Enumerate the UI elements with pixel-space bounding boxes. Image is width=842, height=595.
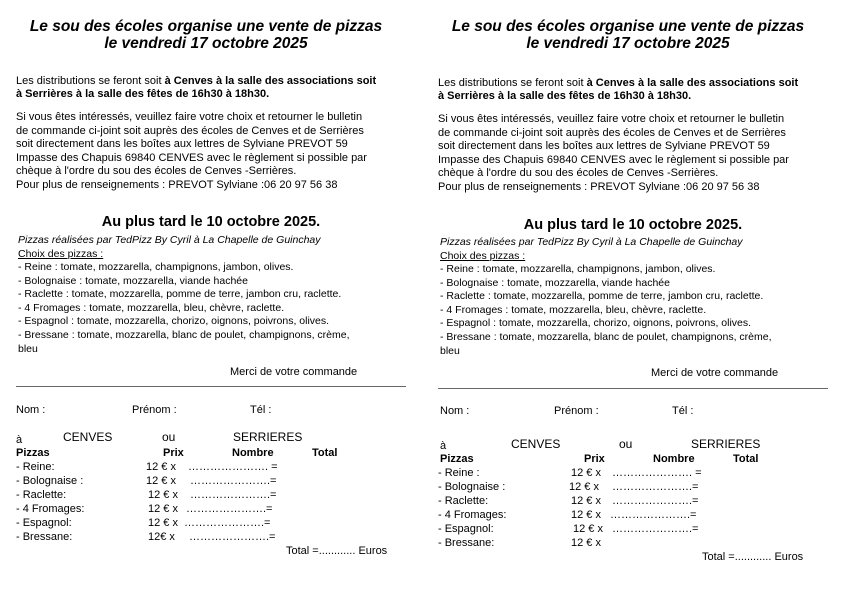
order-row-fill[interactable]: ………………….= (610, 509, 697, 521)
list-item: - 4 Fromages : tomate, mozzarella, bleu, chèvre, raclette. (18, 301, 285, 314)
name-field-label[interactable]: Nom : (440, 405, 470, 417)
thanks-note: Merci de votre commande (230, 366, 358, 378)
order-row-price: 12 € x (148, 517, 178, 529)
order-row-name: - Raclette: (438, 495, 489, 507)
order-row-fill[interactable]: ………………….= (190, 475, 277, 487)
order-row-price: 12 € x (571, 537, 601, 549)
flyer-left (16, 0, 408, 595)
column-quantity: Nombre (653, 453, 695, 465)
order-row-name: - Espagnol: (16, 517, 72, 529)
title-line-1: Le sou des écoles organise une vente de pizzas (29, 18, 383, 35)
column-pizzas: Pizzas (440, 453, 474, 465)
column-pizzas: Pizzas (16, 447, 50, 459)
info-paragraph: Si vous êtes intéressés, veuillez faire votre choix et retourner le bulletin de commande ci-joint soit auprès des écoles de Cenves et de Serrières soit directement dans les boîtes aux lettres de Sylviane PREVOT 59 Impasse des Chapuis 69840 CENVES avec le règlement si possible par chèque à l'ordre du sou des écoles de Cenves -Serrières. Pour plus de renseignements : PREVOT Sylviane :06 20 97 56 38 (438, 113, 789, 193)
order-row-name: - Bolognaise : (438, 481, 506, 493)
firstname-field-label[interactable]: Prénom : (554, 405, 599, 417)
column-quantity: Nombre (232, 447, 274, 459)
order-row-price: 12 € x (569, 481, 599, 493)
order-row-price: 12 € x (148, 503, 178, 515)
pizza-choice-heading: Choix des pizzas : (440, 250, 526, 262)
phone-field-label[interactable]: Tél : (672, 405, 694, 417)
location-option-serrieres[interactable]: SERRIERES (233, 430, 303, 444)
order-row-fill[interactable]: ………………….= (612, 523, 699, 535)
title-line-1: Le sou des écoles organise une vente de pizzas (451, 18, 805, 35)
firstname-field-label[interactable]: Prénom : (132, 404, 177, 416)
order-row-price: 12€ x (148, 531, 175, 543)
list-item: - Bolognaise : tomate, mozzarella, viande hachée (18, 274, 248, 287)
order-row-fill[interactable]: ………………….= (184, 517, 271, 529)
order-row-name: - Bolognaise : (16, 475, 84, 487)
flyer-title (6, 18, 406, 52)
list-item: bleu (440, 344, 460, 357)
order-row-price: 12 € x (148, 489, 178, 501)
location-or: ou (619, 437, 633, 451)
order-row-fill[interactable]: ………………….= (186, 503, 273, 515)
order-row-name: - 4 Fromages: (16, 503, 85, 515)
order-row-fill[interactable]: …………………. = (612, 467, 702, 479)
order-row-name: - Espagnol: (438, 523, 494, 535)
column-price: Prix (163, 447, 184, 459)
distribution-paragraph: Les distributions se feront soit à Cenves à la salle des associations soit à Serrières à la salle des fêtes de 16h30 à 18h30. (16, 75, 377, 101)
location-prefix: à (440, 440, 447, 452)
location-option-cenves[interactable]: CENVES (511, 437, 561, 451)
order-row-price: 12 € x (146, 461, 176, 473)
title-line-2: le vendredi 17 octobre 2025 (526, 35, 730, 52)
order-row-fill[interactable]: ………………….= (189, 531, 276, 543)
order-row-name: - 4 Fromages: (438, 509, 507, 521)
location-prefix: à (16, 434, 23, 446)
order-row-name: - Bressane: (16, 531, 73, 543)
list-item: - Raclette : tomate, mozzarella, pomme de terre, jambon cru, raclette. (18, 288, 342, 301)
thanks-note: Merci de votre commande (651, 367, 779, 379)
column-total: Total (312, 447, 338, 459)
grand-total[interactable]: Total =............ Euros (702, 551, 804, 563)
distribution-paragraph: Les distributions se feront soit à Cenves à la salle des associations soit à Serrières à la salle des fêtes de 16h30 à 18h30. (438, 77, 799, 103)
list-item: - Raclette : tomate, mozzarella, pomme de terre, jambon cru, raclette. (440, 290, 764, 303)
order-row-price: 12 € x (146, 475, 176, 487)
column-total: Total (733, 453, 759, 465)
deadline-heading: Au plus tard le 10 octobre 2025. (101, 214, 321, 230)
flyer-right (438, 0, 830, 595)
order-row-fill[interactable]: ………………….= (612, 481, 699, 493)
order-row-price: 12 € x (571, 467, 601, 479)
deadline-heading: Au plus tard le 10 octobre 2025. (523, 217, 743, 233)
location-or: ou (162, 430, 176, 444)
order-row-fill[interactable]: ………………….= (190, 489, 277, 501)
order-row-price: 12 € x (571, 495, 601, 507)
pizza-list (18, 261, 403, 356)
list-item: - Espagnol : tomate, mozzarella, chorizo, oignons, poivrons, olives. (440, 317, 752, 330)
location-option-cenves[interactable]: CENVES (63, 430, 113, 444)
order-row-price: 12 € x (571, 509, 601, 521)
grand-total[interactable]: Total =............ Euros (286, 545, 388, 557)
order-row-fill[interactable]: ………………….= (612, 495, 699, 507)
list-item: bleu (18, 342, 38, 355)
list-item: - Bressane : tomate, mozzarella, blanc de poulet, champignons, crème, (440, 330, 772, 343)
order-row-name: - Reine : (438, 467, 480, 479)
order-row-name: - Reine: (16, 461, 55, 473)
order-row-price: 12 € x (573, 523, 603, 535)
pizza-maker-note: Pizzas réalisées par TedPizz By Cyril à La Chapelle de Guinchay (18, 234, 321, 246)
phone-field-label[interactable]: Tél : (250, 404, 272, 416)
list-item: - Reine : tomate, mozzarella, champignons, jambon, olives. (18, 261, 294, 273)
column-price: Prix (584, 453, 605, 465)
cut-divider (16, 386, 406, 387)
flyer-title (428, 18, 828, 52)
order-row-name: - Bressane: (438, 537, 495, 549)
name-field-label[interactable]: Nom : (16, 404, 46, 416)
cut-divider (438, 388, 828, 389)
list-item: - 4 Fromages : tomate, mozzarella, bleu, chèvre, raclette. (440, 303, 707, 316)
pizza-maker-note: Pizzas réalisées par TedPizz By Cyril à La Chapelle de Guinchay (440, 236, 743, 248)
order-row-fill[interactable]: …………………. = (188, 461, 278, 473)
list-item: - Reine : tomate, mozzarella, champignons, jambon, olives. (440, 263, 716, 275)
location-option-serrieres[interactable]: SERRIERES (691, 437, 761, 451)
list-item: - Bressane : tomate, mozzarella, blanc de poulet, champignons, crème, (18, 328, 350, 341)
order-row-name: - Raclette: (16, 489, 67, 501)
info-paragraph: Si vous êtes intéressés, veuillez faire votre choix et retourner le bulletin de commande ci-joint soit auprès des écoles de Cenves et de Serrières soit directement dans les boîtes aux lettres de Sylviane PREVOT 59 Impasse des Chapuis 69840 CENVES avec le règlement si possible par chèque à l'ordre du sou des écoles de Cenves -Serrières. Pour plus de renseignements : PREVOT Sylviane :06 20 97 56 38 (16, 111, 367, 191)
pizza-list (440, 263, 825, 358)
title-line-2: le vendredi 17 octobre 2025 (104, 35, 308, 52)
pizza-choice-heading: Choix des pizzas : (18, 248, 104, 260)
list-item: - Espagnol : tomate, mozzarella, chorizo, oignons, poivrons, olives. (18, 315, 330, 328)
list-item: - Bolognaise : tomate, mozzarella, viande hachée (440, 276, 670, 289)
